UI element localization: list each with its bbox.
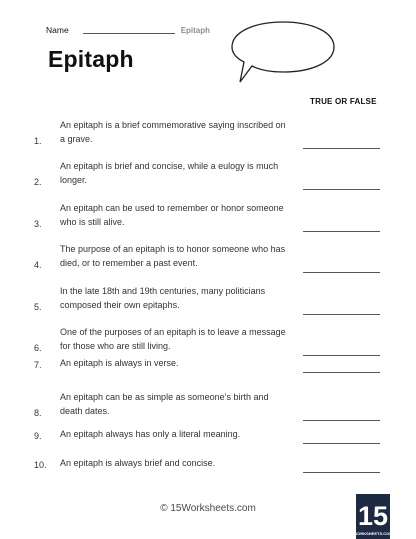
- answer-line[interactable]: [303, 314, 380, 315]
- question-text: An epitaph is a brief commemorative saying inscribed on a grave.: [60, 120, 286, 144]
- answer-line[interactable]: [303, 372, 380, 373]
- question-number: 9.: [34, 431, 42, 441]
- question-number: 6.: [34, 343, 42, 353]
- question-row: [0, 201, 416, 229]
- question-number: 4.: [34, 260, 42, 270]
- answer-line[interactable]: [303, 189, 380, 190]
- name-row: [46, 25, 210, 35]
- answer-line[interactable]: [303, 148, 380, 149]
- answer-line[interactable]: [303, 272, 380, 273]
- question-text: An epitaph can be used to remember or honor someone who is still alive.: [60, 203, 284, 227]
- question-text: An epitaph can be as simple as someone’s birth and death dates.: [60, 392, 269, 416]
- question-text: An epitaph is always brief and concise.: [60, 457, 216, 468]
- question-text: In the late 18th and 19th centuries, many politicians composed their own epitaphs.: [60, 286, 266, 310]
- name-field-line[interactable]: [83, 32, 175, 34]
- true-or-false-header: TRUE OR FALSE: [310, 97, 377, 106]
- question-text: An epitaph is always in verse.: [60, 357, 179, 368]
- question-row: [0, 356, 416, 370]
- question-number: 7.: [34, 360, 42, 370]
- answer-line[interactable]: [303, 443, 380, 444]
- question-number: 5.: [34, 302, 42, 312]
- page-title: Epitaph: [48, 46, 134, 72]
- question-row: [0, 284, 416, 312]
- question-number: 1.: [34, 136, 42, 146]
- question-text: An epitaph is brief and concise, while a eulogy is much longer.: [60, 161, 279, 185]
- answer-line[interactable]: [303, 420, 380, 421]
- speech-bubble-icon: [228, 18, 338, 88]
- topic-label: Epitaph: [180, 26, 211, 35]
- question-row: [0, 456, 416, 470]
- question-row: [0, 390, 416, 418]
- name-label: Name: [46, 25, 69, 35]
- question-text: The purpose of an epitaph is to honor someone who has died, or to remember a past event.: [60, 244, 286, 268]
- question-number: 8.: [34, 408, 42, 418]
- answer-line[interactable]: [303, 472, 380, 473]
- question-row: [0, 118, 416, 146]
- question-number: 10.: [34, 460, 47, 470]
- question-row: [0, 325, 416, 353]
- worksheets-logo-icon: [353, 494, 393, 539]
- logo-text: WORKSHEETS.COM: [353, 531, 393, 536]
- question-number: 2.: [34, 177, 42, 187]
- question-row: [0, 427, 416, 441]
- footer-copyright: © 15Worksheets.com: [160, 503, 256, 514]
- question-row: [0, 242, 416, 270]
- question-text: One of the purposes of an epitaph is to leave a message for those who are still living.: [60, 327, 286, 351]
- answer-line[interactable]: [303, 231, 380, 232]
- question-number: 3.: [34, 219, 42, 229]
- logo-number: 15: [357, 501, 389, 531]
- question-text: An epitaph always has only a literal meaning.: [60, 428, 241, 439]
- question-row: [0, 159, 416, 187]
